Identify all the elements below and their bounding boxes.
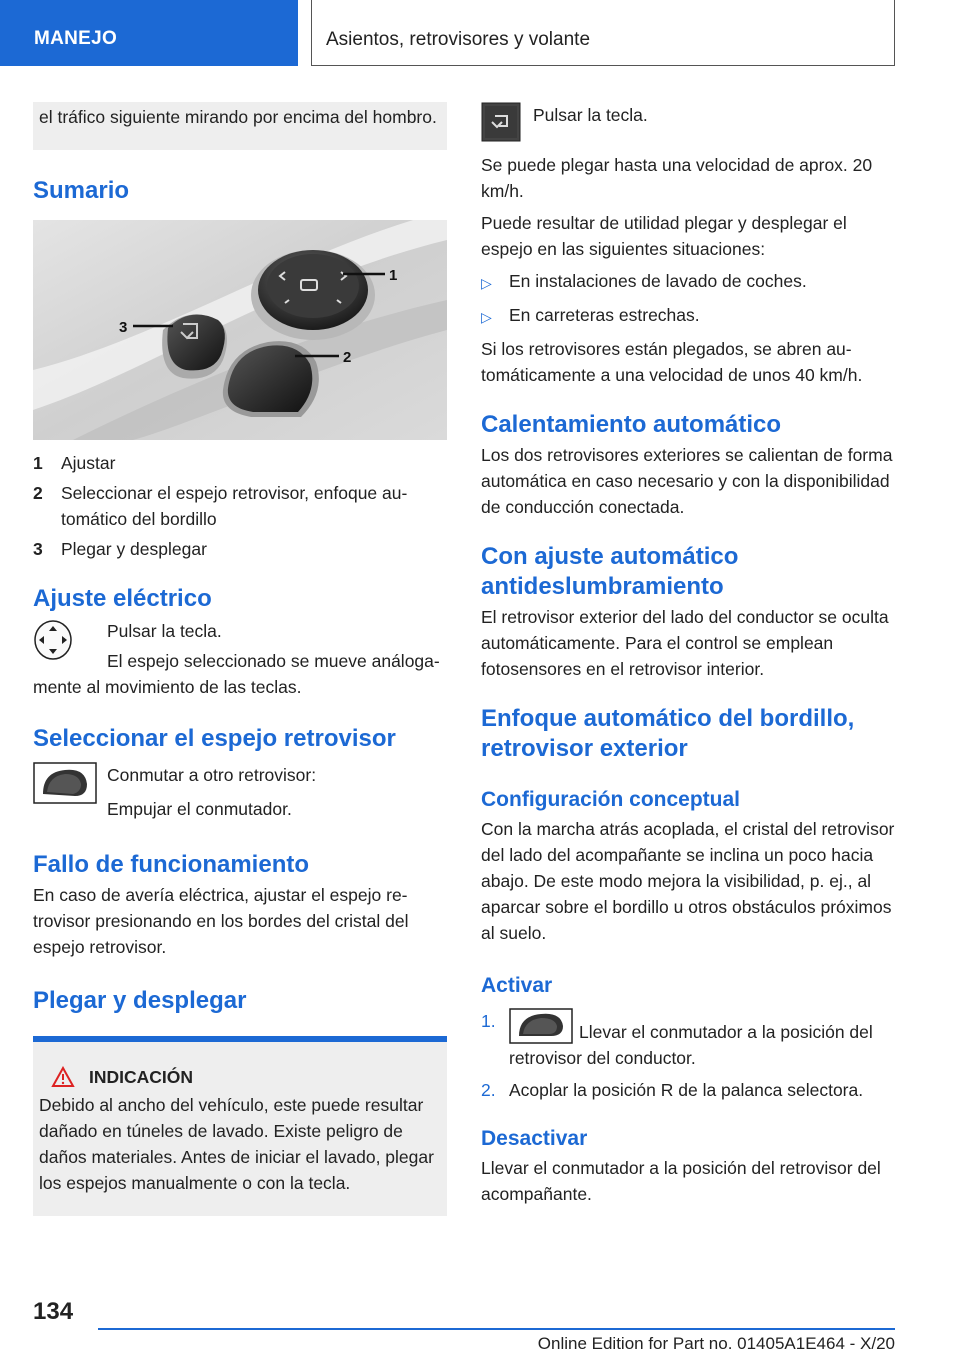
seleccionar-line1: Conmutar a otro retrovisor: <box>107 765 317 785</box>
photo-legend <box>33 450 447 562</box>
fallo-title: Fallo de funcionamiento <box>33 851 310 878</box>
desactivar-text: Llevar el conmutador a la posición del retrovisor del acompañante. <box>481 1158 881 1204</box>
direction-pad-icon <box>33 618 103 668</box>
seleccionar-block <box>33 762 447 822</box>
callout-3: 3 <box>119 319 128 336</box>
callout-1: 1 <box>389 267 398 284</box>
fallo-text: En caso de avería eléctrica, ajustar el espejo retrovisor presionando en los bordes del cristal del espejo retrovisor. <box>33 885 409 957</box>
ajuste-line1: Pulsar la tecla. <box>107 621 222 641</box>
activar-title: Activar <box>481 974 553 997</box>
header-chapter-label: Asientos, retrovisores y volante <box>326 29 591 50</box>
mirror-switch-icon <box>33 762 103 812</box>
callout-2: 2 <box>343 349 352 366</box>
plegar-title: Plegar y desplegar <box>33 987 247 1014</box>
page-number: 134 <box>33 1298 74 1325</box>
pulsar-text: Pulsar la tecla. <box>533 105 648 125</box>
list-item: 1. Llevar el conmutador a la posición del retrovisor del conductor. <box>481 1008 895 1071</box>
indicacion-note <box>33 1036 447 1216</box>
left-column <box>33 102 447 1216</box>
intro-text: el tráfico siguiente mirando por encima del hombro. <box>39 107 437 127</box>
footer-divider <box>98 1328 895 1330</box>
situations-list <box>481 268 895 330</box>
list-item: 2. Acoplar la posición R de la palanca selectora. <box>481 1080 864 1100</box>
ajuste-title: Ajuste eléctrico <box>33 585 212 612</box>
note-title: INDICACIÓN <box>89 1067 194 1087</box>
header-section-label: MANEJO <box>34 28 118 49</box>
enfoque-subtitle: Configuración conceptual <box>481 788 741 811</box>
fold-mirror-icon <box>481 102 529 152</box>
unfold-text: Si los retrovisores están plegados, se abren automáticamente a una velocidad de unos 40 km/h. <box>481 339 863 385</box>
legend-item: 3 Plegar y desplegar <box>33 539 207 559</box>
ajuste-block <box>33 618 447 700</box>
header-chapter-box <box>311 0 895 66</box>
footer-edition: Online Edition for Part no. 01405A1E464 - X/20 <box>537 1334 895 1353</box>
mirror-switch-icon <box>509 1008 573 1044</box>
desactivar-title: Desactivar <box>481 1127 588 1150</box>
calentamiento-title: Calentamiento automático <box>481 411 782 438</box>
enfoque-title: Enfoque automático del bordillo, retrovisor exterior <box>481 705 855 762</box>
right-column <box>481 102 895 1207</box>
triangle-bullet-icon: ▷ <box>481 275 492 291</box>
speed-text: Se puede plegar hasta una velocidad de aprox. 20 km/h. <box>481 155 873 201</box>
activar-steps <box>481 1008 895 1103</box>
ajuste-line2a: El espejo seleccionado se mueve análoga- <box>107 651 440 671</box>
header-section-tab <box>0 0 298 66</box>
seleccionar-line2: Empujar el conmutador. <box>107 799 292 819</box>
legend-item: 2 Seleccionar el espejo retrovisor, enfoque automático del bordillo <box>33 483 408 529</box>
note-text: Debido al ancho del vehículo, este puede resultar dañado en túneles de lavado. Existe peligro de daños materiales. Antes de iniciar el lavado, plegar los espejos manualmente o con la tecla. <box>39 1095 434 1193</box>
intro-box <box>33 102 447 150</box>
antides-title: Con ajuste automático antideslumbramiento <box>481 543 739 600</box>
list-item: ▷ En carreteras estrechas. <box>481 302 895 330</box>
legend-item: 1 Ajustar <box>33 453 116 473</box>
warning-icon <box>51 1066 75 1088</box>
situations-text: Puede resultar de utilidad plegar y desplegar el espejo en las siguientes situaciones: <box>481 213 847 259</box>
calentamiento-text: Los dos retrovisores exteriores se calientan de forma automática en caso necesario y con la disponibilidad de conducción conectada. <box>481 445 893 517</box>
list-item: ▷ En instalaciones de lavado de coches. <box>481 268 895 296</box>
mirror-controls-photo <box>33 220 447 440</box>
seleccionar-title: Seleccionar el espejo retrovisor <box>33 725 396 752</box>
triangle-bullet-icon: ▷ <box>481 309 492 325</box>
enfoque-text: Con la marcha atrás acoplada, el cristal del retrovisor del lado del acompañante se inclina un poco hacia abajo. De este modo mejora la visibilidad, p. ej., al aparcar sobre el bordillo u otros obstáculos próximos al suelo. <box>481 819 895 943</box>
antides-text: El retrovisor exterior del lado del conductor se oculta automáticamente. Para el control se emplean fotosensores en el retrovisor interior. <box>481 607 889 679</box>
ajuste-line2b: mente al movimiento de las teclas. <box>33 677 302 697</box>
sumario-title: Sumario <box>33 177 130 204</box>
fold-key-block <box>481 102 895 152</box>
